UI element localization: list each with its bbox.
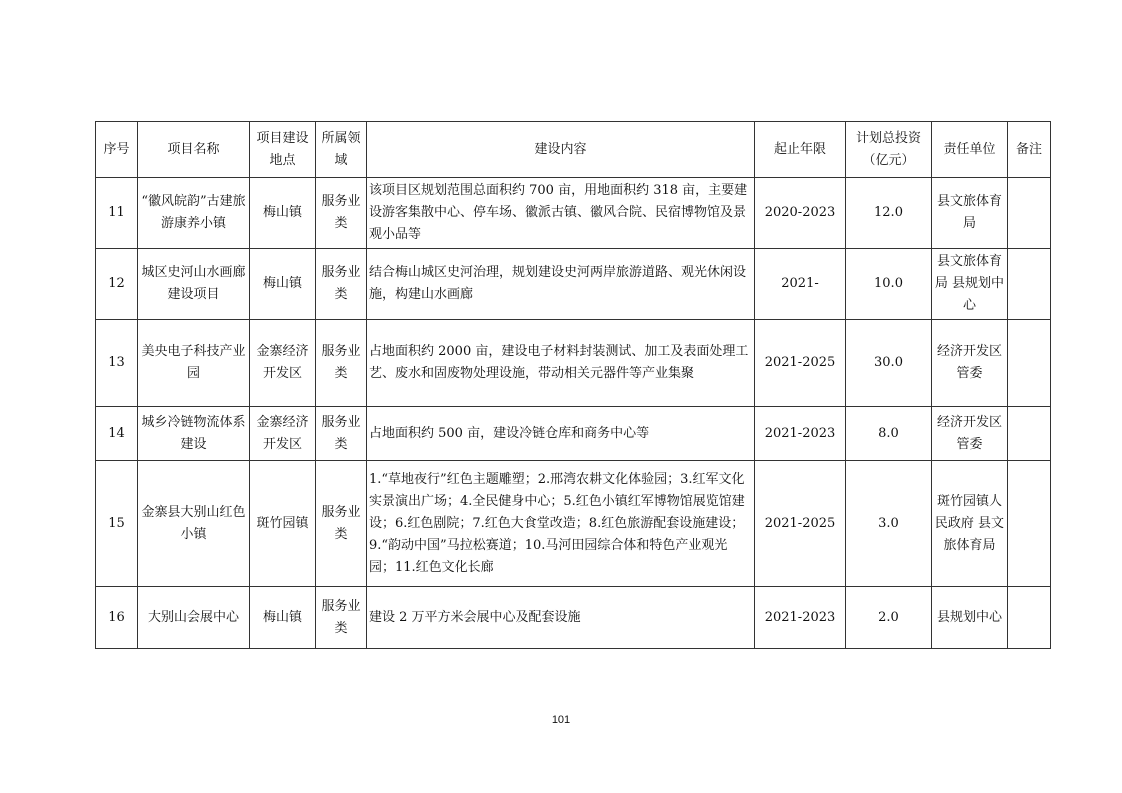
header-location: 项目建设地点 <box>250 122 316 178</box>
cell-location: 梅山镇 <box>250 178 316 249</box>
cell-investment: 30.0 <box>846 320 932 407</box>
cell-period: 2021-2023 <box>755 407 846 461</box>
table-row <box>96 249 1051 320</box>
cell-field: 服务业类 <box>316 461 367 587</box>
cell-unit: 县规划中心 <box>932 587 1008 649</box>
header-field: 所属领域 <box>316 122 367 178</box>
table-row <box>96 320 1051 407</box>
cell-content: 1.“草地夜行”红色主题雕塑；2.邢湾农耕文化体验园；3.红军文化实景演出广场；4.全民健身中心；5.红色小镇红军博物馆展览馆建设；6.红色剧院；7.红色大食堂改造；8.红色旅游配套设施建设；9.“韵动中国”马拉松赛道；10.马河田园综合体和特色产业观光园；11.红色文化长廊 <box>367 461 755 587</box>
cell-content: 建设 2 万平方米会展中心及配套设施 <box>367 587 755 649</box>
table-row <box>96 587 1051 649</box>
cell-note <box>1008 461 1051 587</box>
header-period: 起止年限 <box>755 122 846 178</box>
cell-content: 结合梅山城区史河治理，规划建设史河两岸旅游道路、观光休闲设施，构建山水画廊 <box>367 249 755 320</box>
cell-location: 梅山镇 <box>250 587 316 649</box>
cell-content: 该项目区规划范围总面积约 700 亩，用地面积约 318 亩，主要建设游客集散中心、停车场、徽派古镇、徽风合院、民宿博物馆及景观小品等 <box>367 178 755 249</box>
cell-investment: 2.0 <box>846 587 932 649</box>
cell-investment: 10.0 <box>846 249 932 320</box>
page-number: 101 <box>551 714 571 726</box>
cell-content: 占地面积约 2000 亩，建设电子材料封装测试、加工及表面处理工艺、废水和固废物处理设施，带动相关元器件等产业集聚 <box>367 320 755 407</box>
cell-period: 2021-2023 <box>755 587 846 649</box>
cell-field: 服务业类 <box>316 587 367 649</box>
cell-name: 金寨县大别山红色小镇 <box>138 461 250 587</box>
cell-field: 服务业类 <box>316 407 367 461</box>
cell-unit: 经济开发区管委 <box>932 320 1008 407</box>
cell-seq: 11 <box>96 178 138 249</box>
cell-investment: 12.0 <box>846 178 932 249</box>
cell-unit: 县文旅体育局 县规划中心 <box>932 249 1008 320</box>
cell-location: 金寨经济开发区 <box>250 407 316 461</box>
cell-content: 占地面积约 500 亩，建设冷链仓库和商务中心等 <box>367 407 755 461</box>
header-unit: 责任单位 <box>932 122 1008 178</box>
cell-location: 斑竹园镇 <box>250 461 316 587</box>
cell-unit: 斑竹园镇人民政府 县文旅体育局 <box>932 461 1008 587</box>
header-note: 备注 <box>1008 122 1051 178</box>
cell-note <box>1008 587 1051 649</box>
cell-seq: 15 <box>96 461 138 587</box>
table-row <box>96 178 1051 249</box>
header-row <box>96 122 1051 178</box>
table-row <box>96 407 1051 461</box>
cell-field: 服务业类 <box>316 178 367 249</box>
cell-period: 2021-2025 <box>755 461 846 587</box>
header-content: 建设内容 <box>367 122 755 178</box>
cell-unit: 县文旅体育局 <box>932 178 1008 249</box>
cell-unit: 经济开发区管委 <box>932 407 1008 461</box>
cell-field: 服务业类 <box>316 249 367 320</box>
cell-period: 2021- <box>755 249 846 320</box>
cell-note <box>1008 249 1051 320</box>
cell-location: 金寨经济开发区 <box>250 320 316 407</box>
cell-name: 大别山会展中心 <box>138 587 250 649</box>
cell-investment: 3.0 <box>846 461 932 587</box>
header-investment: 计划总投资（亿元） <box>846 122 932 178</box>
cell-seq: 12 <box>96 249 138 320</box>
cell-name: 城区史河山水画廊建设项目 <box>138 249 250 320</box>
cell-investment: 8.0 <box>846 407 932 461</box>
table-row <box>96 461 1051 587</box>
cell-location: 梅山镇 <box>250 249 316 320</box>
cell-seq: 14 <box>96 407 138 461</box>
cell-seq: 13 <box>96 320 138 407</box>
cell-name: 美央电子科技产业园 <box>138 320 250 407</box>
cell-name: 城乡冷链物流体系建设 <box>138 407 250 461</box>
cell-period: 2021-2025 <box>755 320 846 407</box>
project-table <box>95 121 1051 649</box>
header-name: 项目名称 <box>138 122 250 178</box>
cell-note <box>1008 178 1051 249</box>
cell-field: 服务业类 <box>316 320 367 407</box>
cell-period: 2020-2023 <box>755 178 846 249</box>
cell-name: “徽风皖韵”古建旅游康养小镇 <box>138 178 250 249</box>
header-seq: 序号 <box>96 122 138 178</box>
cell-seq: 16 <box>96 587 138 649</box>
cell-note <box>1008 320 1051 407</box>
cell-note <box>1008 407 1051 461</box>
